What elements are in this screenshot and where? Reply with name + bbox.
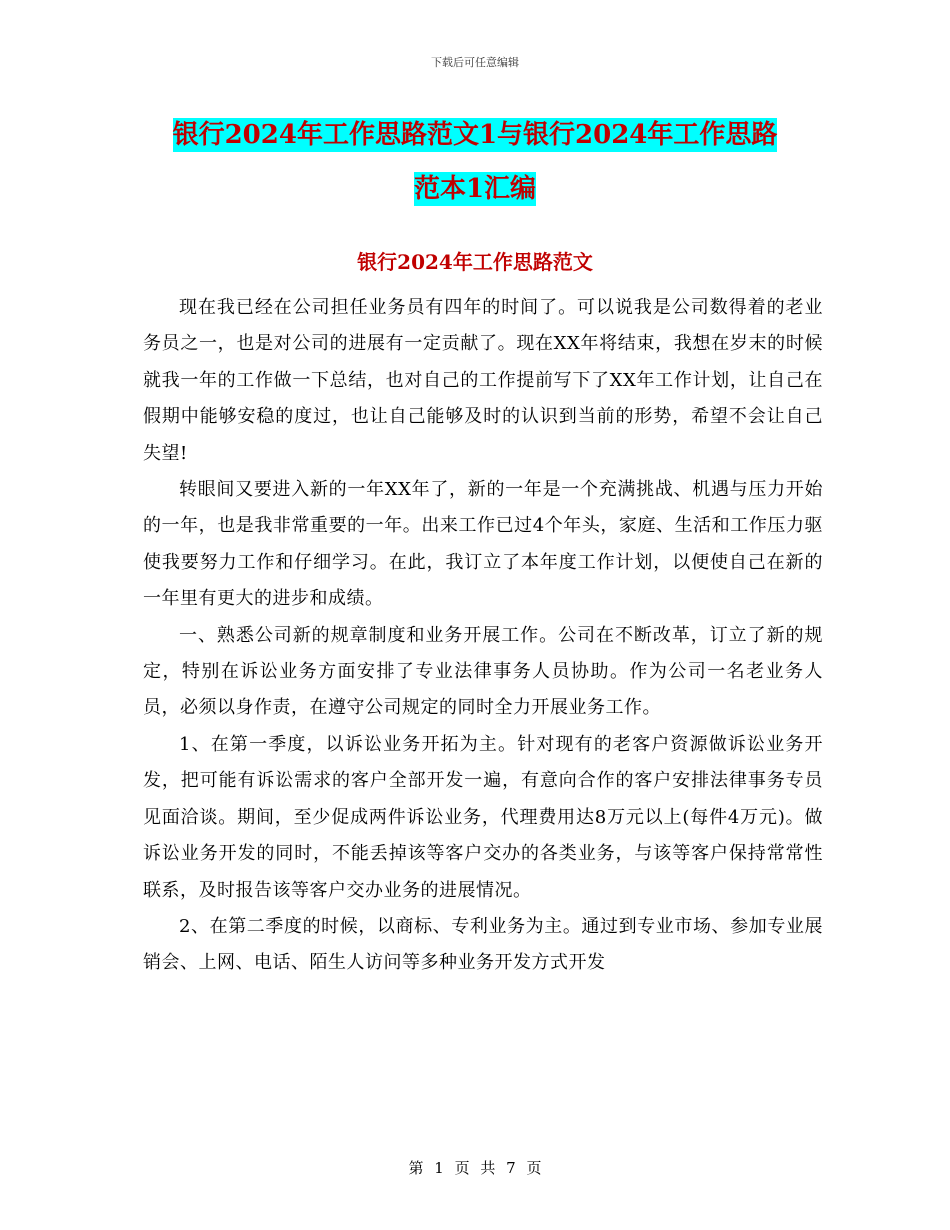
section-title: 银行2024年工作思路范文: [357, 250, 593, 274]
paragraph: 转眼间又要进入新的一年XX年了，新的一年是一个充满挑战、机遇与压力开始的一年，也是我非常重要的一年。出来工作已过4个年头，家庭、生活和工作压力驱使我要努力工作和仔细学习。在此，我订立了本年度工作计划，以便使自己在新的一年里有更大的进步和成绩。: [143, 479, 823, 610]
paragraph: 一、熟悉公司新的规章制度和业务开展工作。公司在不断改革，订立了新的规定，特别在诉讼业务方面安排了专业法律事务人员协助。作为公司一名老业务人员，必须以身作责，在遵守公司规定的同时全力开展业务工作。: [143, 624, 823, 719]
paragraph: 现在我已经在公司担任业务员有四年的时间了。可以说我是公司数得着的老业务员之一，也是对公司的进展有一定贡献了。现在XX年将结束，我想在岁末的时候就我一年的工作做一下总结，也对自己的工作提前写下了XX年工作计划，让自己在假期中能够安稳的度过，也让自己能够及时的认识到当前的形势，希望不会让自己失望!: [143, 297, 823, 464]
document-title-line1: 银行2024年工作思路范文1与银行2024年工作思路: [172, 120, 778, 150]
paragraph: 1、在第一季度，以诉讼业务开拓为主。针对现有的老客户资源做诉讼业务开发，把可能有诉讼需求的客户全部开发一遍，有意向合作的客户安排法律事务专员见面洽谈。期间，至少促成两件诉讼业务，代理费用达8万元以上(每件4万元)。做诉讼业务开发的同时，不能丢掉该等客户交办的各类业务，与该等客户保持常常性联系，及时报告该等客户交办业务的进展情况。: [143, 733, 823, 901]
page-number: 第 1 页 共 7 页: [408, 1159, 542, 1177]
paragraph: 2、在第二季度的时候，以商标、专利业务为主。通过到专业市场、参加专业展销会、上网、电话、陌生人访问等多种业务开发方式开发: [143, 915, 823, 974]
document-title: [0, 108, 950, 216]
header-note: 下载后可任意编辑: [431, 56, 519, 69]
document-body: [143, 290, 823, 982]
document-title-line2: 范本1汇编: [413, 174, 537, 204]
